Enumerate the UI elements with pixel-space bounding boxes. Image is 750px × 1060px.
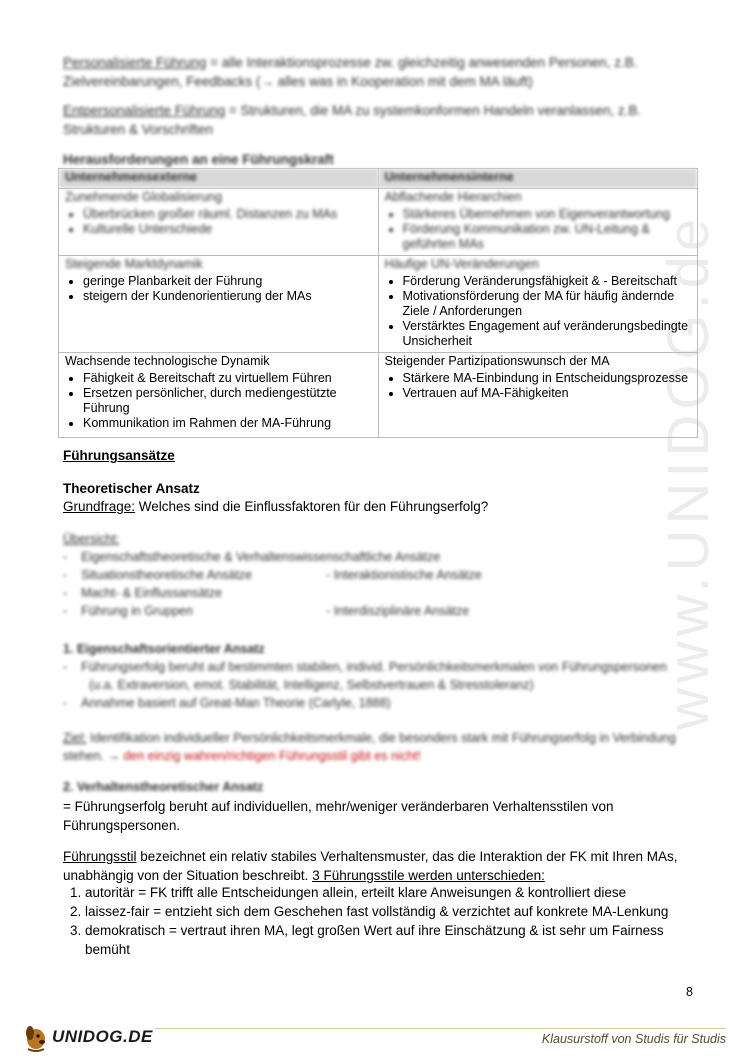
page-number: 8 [686,985,693,999]
watermark: www.UNIDOG.de [656,213,721,730]
approach-1 [63,640,693,712]
cell-left [59,189,379,256]
list-item: • Stärkere MA-Einbindung in Entscheidungsprozesse [403,371,692,386]
logo-text: UNIDOG.DE [52,1027,153,1046]
cell-title: Wachsende technologische Dynamik [65,354,270,368]
goal-label: Ziel: [63,731,87,745]
approach-2-definition: = Führungserfolg beruht auf individuellen, mehr/weniger veränderbaren Verhaltensstilen von Führungspersonen. [63,799,614,833]
cell-right [378,353,698,438]
list-item: • Stärkeres Übernehmen von Eigenverantwortung [403,207,692,222]
text-depersonalized: = Strukturen, die MA zu systemkonformen Handeln veranlassen, z.B. Strukturen & Vorschriften [63,103,642,137]
subsection-heading: Theoretischer Ansatz [63,481,200,496]
list-item: • geringe Planbarkeit der Führung [83,274,372,289]
intro-paragraph-2 [63,101,693,139]
cell-title: Zunehmende Globalisierung [65,190,223,204]
cell-title: Häufige UN-Veränderungen [384,257,539,271]
list-item: - Annahme basiert auf Great-Man Theorie (Carlyle, 1888) [63,696,391,710]
cell-title: Steigende Marktdynamik [65,257,203,271]
challenges-table [58,168,698,438]
list-item: • steigern der Kundenorientierung der MAs [83,289,372,304]
question-text: Welches sind die Einflussfaktoren für den Führungserfolg? [135,499,489,514]
list-item: - Führungserfolg beruht auf bestimmten stabilen, individ. Persönlichkeitsmerkmalen von Führungspersonen (u.a. Extraversion, emot. Stabilität, Intelligenz, Selbstvertrauen & Stresstoleranz) [63,660,667,692]
approach-1-title: 1. Eigenschaftsorientierter Ansatz [63,642,265,656]
footer-divider [155,1028,726,1029]
cell-title: Abflachende Hierarchien [384,190,522,204]
list-item: 2. laissez-fair = entzieht sich dem Geschehen fast vollständig & verzichtet auf konkrete MA-Lenkung [85,902,693,921]
approach-2-title: 2. Verhaltenstheoretischer Ansatz [63,780,264,794]
leadership-styles-list [63,883,693,959]
table-row [59,256,698,353]
header-internal: Unternehmensinterne [378,169,698,189]
list-item: • Förderung Kommunikation zw. UN-Leitung & geführten MAs [403,222,692,252]
goal-text: Identifikation individueller Persönlichkeitsmerkmale, die besonders stark mit Führungserfolg in Verbindung stehen. → [63,731,676,763]
leadership-style-underlined: 3 Führungsstile werden unterschieden: [312,868,545,883]
table-title: Herausforderungen an eine Führungskraft [63,152,334,167]
list-item: 3. demokratisch = vertraut ihren MA, legt großen Wert auf ihre Einschätzung & ist sehr um Fairness bemüht [85,921,693,959]
approach-1-goal [63,729,693,765]
cell-title: Steigender Partizipationswunsch der MA [384,354,610,368]
basic-question [63,497,693,516]
section-heading: Führungsansätze [63,448,175,463]
list-item: - Macht- & Einflussansätze [63,586,223,600]
list-item: • Ersetzen persönlicher, durch mediengestützte Führung [83,386,372,416]
logo [22,1015,162,1055]
leadership-style-text: bezeichnet ein relativ stabiles Verhaltensmuster, das die Interaktion der FK mit Ihren MAs, unabhängig von der Situation beschreibt. [63,849,678,883]
list-item: • Kommunikation im Rahmen der MA-Führung [83,416,372,431]
cell-right [378,256,698,353]
text-personalized: = alle Interaktionsprozesse zw. gleichzeitig anwesenden Personen, z.B. Zielvereinbarungen, Feedbacks (→ alles was in Kooperation mit dem MA läuft) [63,55,638,89]
list-item: - Eigenschaftstheoretische & Verhaltenswissenschaftliche Ansätze [63,550,441,564]
list-item: 1. autoritär = FK trifft alle Entscheidungen allein, erteilt klare Anweisungen & kontrolliert diese [85,883,693,902]
list-item: - Führung in Gruppen - Interdisziplinäre Ansätze [63,604,470,618]
term-depersonalized: Entpersonalisierte Führung [63,103,226,118]
list-item: • Motivationsförderung der MA für häufig ändernde Ziele / Anforderungen [403,289,692,319]
list-item: - Situationstheoretische Ansätze - Interaktionistische Ansätze [63,568,482,582]
list-item: • Verstärktes Engagement auf veränderungsbedingte Unsicherheit [403,319,692,349]
table-row [59,353,698,438]
list-item: • Vertrauen auf MA-Fähigkeiten [403,386,692,401]
term-personalized: Personalisierte Führung [63,55,207,70]
footer-text: Klausurstoff von Studis für Studis [541,1032,726,1046]
list-item: • Überbrücken großer räuml. Distanzen zu MAs [83,207,372,222]
term-leadership-style: Führungsstil [63,849,137,864]
table-row [59,189,698,256]
cell-left [59,256,379,353]
leadership-style-paragraph [63,847,693,885]
header-external: Unternehmensexterne [59,169,379,189]
cell-right [378,189,698,256]
intro-paragraph-1 [63,53,693,91]
overview-block [63,530,693,620]
list-item: • Kulturelle Unterschiede [83,222,372,237]
goal-red-text: den einzig wahren/richtigen Führungsstil gibt es nicht! [123,749,421,763]
table-header-row [59,169,698,189]
list-item: • Fähigkeit & Bereitschaft zu virtuellem Führen [83,371,372,386]
list-item: • Förderung Veränderungsfähigkeit & - Bereitschaft [403,274,692,289]
overview-label: Übersicht: [63,532,120,546]
question-label: Grundfrage: [63,499,136,514]
cell-left [59,353,379,438]
